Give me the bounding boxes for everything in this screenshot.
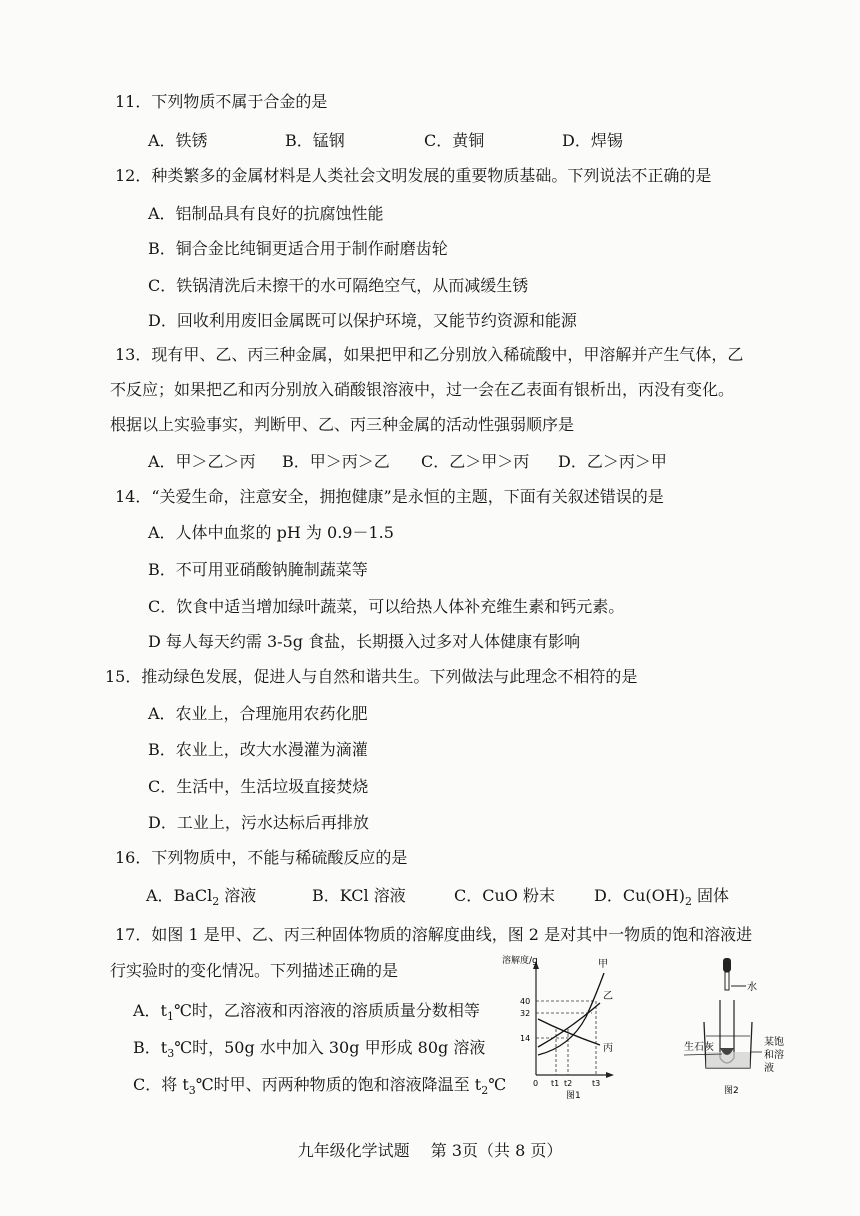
figure-2-apparatus <box>684 950 814 1100</box>
q17-option-b-sub: 3 <box>167 1047 175 1061</box>
fig2-dropper-bulb <box>723 958 731 972</box>
q16-option-a[interactable] <box>146 886 257 909</box>
q13-option-b[interactable]: B．甲＞丙＞乙 <box>282 452 390 471</box>
fig1-curve-yi <box>538 1003 600 1047</box>
q16-option-d-text: D．Cu(OH) <box>594 886 685 905</box>
fig1-label-jia: 甲 <box>598 959 608 970</box>
fig1-xtick-t2: t2 <box>564 1079 573 1088</box>
q17-option-a-sub: 1 <box>167 1010 174 1024</box>
q17-option-c[interactable] <box>133 1075 507 1098</box>
q12-option-a[interactable]: A．铝制品具有良好的抗腐蚀性能 <box>148 204 384 223</box>
fig2-solution-label-2: 和溶 <box>764 1050 784 1061</box>
q12-stem: 12．种类繁多的金属材料是人类社会文明发展的重要物质基础。下列说法不正确的是 <box>115 166 712 185</box>
q17-stem-line-1: 17．如图 1 是甲、乙、丙三种固体物质的溶解度曲线，图 2 是对其中一物质的饱和溶液进 <box>115 925 753 944</box>
q13-option-d[interactable]: D．乙＞丙＞甲 <box>558 452 667 471</box>
q16-option-a-subscript: 2 <box>212 895 220 909</box>
fig1-xtick-t1: t1 <box>551 1079 560 1088</box>
q16-option-c[interactable]: C．CuO 粉末 <box>454 886 555 905</box>
q15-stem: 15．推动绿色发展，促进人与自然和谐共生。下列做法与此理念不相符的是 <box>105 667 638 686</box>
q14-stem: 14．“关爱生命，注意安全，拥抱健康”是永恒的主题，下面有关叙述错误的是 <box>115 487 664 506</box>
q14-option-b[interactable]: B．不可用亚硝酸钠腌制蔬菜等 <box>148 560 368 579</box>
q16-option-d-subscript: 2 <box>684 895 692 909</box>
footer-page-number: 第 3页（共 8 页） <box>430 1141 563 1160</box>
fig2-water-label: 水 <box>747 982 757 993</box>
q12-option-b[interactable]: B．铜合金比纯铜更适合用于制作耐磨齿轮 <box>148 239 448 258</box>
fig2-dropper-tube <box>725 972 729 990</box>
q15-option-c[interactable]: C．生活中，生活垃圾直接焚烧 <box>148 777 369 796</box>
figure-1-solubility-chart <box>500 955 620 1100</box>
q15-option-b[interactable]: B．农业上，改大水漫灌为滴灌 <box>148 740 368 759</box>
q16-option-d-tail: 固体 <box>691 886 730 905</box>
fig2-lime-label: 生石灰 <box>684 1042 714 1053</box>
q17-option-a-pre: A．t <box>133 1001 167 1020</box>
q17-option-b-post: ℃时，50g 水中加入 30g 甲形成 80g 溶液 <box>174 1038 486 1057</box>
fig1-xtick-0: 0 <box>533 1079 539 1088</box>
q11-stem: 11．下列物质不属于合金的是 <box>115 92 328 111</box>
fig1-ytick-32: 32 <box>520 1009 531 1018</box>
q16-option-d[interactable] <box>594 886 730 909</box>
q16-stem: 16．下列物质中，不能与稀硫酸反应的是 <box>115 848 408 867</box>
q17-option-c-sub2: 2 <box>481 1084 489 1098</box>
fig1-caption: 图1 <box>566 1091 581 1100</box>
q15-option-d[interactable]: D．工业上，污水达标后再排放 <box>148 813 369 832</box>
q13-option-a[interactable]: A．甲＞乙＞丙 <box>148 452 256 471</box>
fig2-solution-label-3: 液 <box>764 1063 774 1074</box>
q15-option-a[interactable]: A．农业上，合理施用农药化肥 <box>148 704 368 723</box>
q12-option-d[interactable]: D．回收利用废旧金属既可以保护环境，又能节约资源和能源 <box>148 311 577 330</box>
page-footer <box>0 1138 860 1161</box>
q11-option-d[interactable]: D．焊锡 <box>562 131 623 150</box>
q16-option-a-text: A．BaCl <box>146 886 213 905</box>
q17-option-b[interactable] <box>133 1038 486 1061</box>
fig1-ytick-40: 40 <box>520 997 531 1006</box>
q17-option-b-pre: B．t <box>133 1038 168 1057</box>
fig1-xtick-t3: t3 <box>592 1079 601 1088</box>
q11-option-b[interactable]: B．锰钢 <box>285 131 345 150</box>
q11-option-c[interactable]: C．黄铜 <box>424 131 485 150</box>
q17-option-c-pre: C．将 t <box>133 1075 189 1094</box>
q17-option-a[interactable] <box>133 1001 480 1024</box>
fig2-caption: 图2 <box>724 1086 739 1096</box>
fig2-solution-label-1: 某饱 <box>764 1037 784 1048</box>
q14-option-d[interactable]: D 每人每天约需 3-5g 食盐，长期摄入过多对人体健康有影响 <box>148 632 581 651</box>
q17-option-a-post: ℃时，乙溶液和丙溶液的溶质质量分数相等 <box>174 1001 480 1020</box>
q16-option-a-tail: 溶液 <box>219 886 257 905</box>
q16-option-b[interactable]: B．KCl 溶液 <box>312 886 406 905</box>
fig1-label-bing: 丙 <box>603 1043 613 1054</box>
q17-stem-line-2: 行实验时的变化情况。下列描述正确的是 <box>110 961 399 980</box>
q14-option-a[interactable]: A．人体中血浆的 pH 为 0.9－1.5 <box>148 523 394 542</box>
q13-stem-line-3: 根据以上实验事实，判断甲、乙、丙三种金属的活动性强弱顺序是 <box>110 415 575 434</box>
q13-option-c[interactable]: C．乙＞甲＞丙 <box>421 452 530 471</box>
fig1-label-yi: 乙 <box>603 991 613 1002</box>
fig1-ytick-14: 14 <box>520 1034 531 1043</box>
fig1-ylabel: 溶解度/g <box>502 956 538 966</box>
q13-stem-line-2: 不反应；如果把乙和丙分别放入硝酸银溶液中，过一会在乙表面有银析出，丙没有变化。 <box>110 380 735 399</box>
q12-option-c[interactable]: C．铁锅清洗后未擦干的水可隔绝空气，从而减缓生锈 <box>148 276 529 295</box>
q17-option-c-post: ℃ <box>488 1075 507 1094</box>
q14-option-c[interactable]: C．饮食中适当增加绿叶蔬菜，可以给热人体补充维生素和钙元素。 <box>148 597 625 616</box>
q11-option-a[interactable]: A．铁锈 <box>148 131 208 150</box>
q13-stem-line-1: 13．现有甲、乙、丙三种金属，如果把甲和乙分别放入稀硫酸中，甲溶解并产生气体，乙 <box>115 345 744 364</box>
q17-option-c-sub: 3 <box>188 1084 196 1098</box>
q17-option-c-mid: ℃时甲、丙两种物质的饱和溶液降温至 t <box>195 1075 482 1094</box>
footer-exam-title: 九年级化学试题 <box>297 1141 410 1160</box>
fig1-x-arrow <box>606 1072 614 1078</box>
